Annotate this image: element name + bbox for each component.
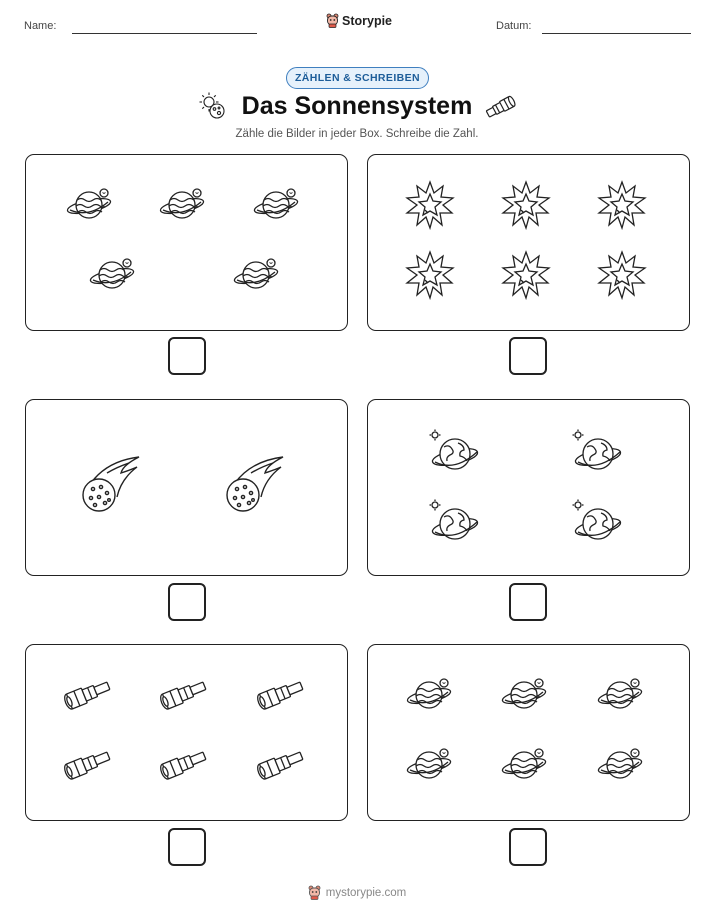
date-write-line[interactable] [542, 33, 691, 34]
ringed-planet-icon [65, 184, 115, 229]
category-badge: ZÄHLEN & SCHREIBEN [286, 67, 429, 89]
sun-star-icon [597, 180, 647, 235]
telescope-icon [483, 95, 517, 119]
comet-icon [77, 453, 143, 518]
counting-box-1 [25, 154, 348, 331]
sun-star-icon [597, 250, 647, 305]
comet-icon [221, 453, 287, 518]
date-label: Datum: [496, 20, 532, 32]
answer-box-6[interactable] [509, 828, 547, 866]
answer-box-3[interactable] [168, 583, 206, 621]
name-label: Name: [24, 20, 57, 32]
telescope-icon [61, 746, 115, 787]
ringed-planet-icon [500, 744, 550, 789]
footer [0, 885, 714, 900]
ringed-planet-icon [405, 744, 455, 789]
ringed-planet-icon [596, 674, 646, 719]
answer-box-5[interactable] [168, 828, 206, 866]
ringed-planet-icon [405, 674, 455, 719]
sun-star-icon [501, 180, 551, 235]
telescope-icon [254, 746, 308, 787]
logo-text: Storypie [342, 13, 393, 28]
telescope-icon [157, 746, 211, 787]
storypie-mascot-icon [326, 13, 339, 28]
earth-icon [571, 499, 623, 548]
telescope-icon [157, 676, 211, 717]
ringed-planet-icon [232, 254, 282, 299]
earth-icon [428, 429, 480, 478]
telescope-icon [61, 676, 115, 717]
ringed-planet-icon [158, 184, 208, 229]
answer-box-1[interactable] [168, 337, 206, 375]
ringed-planet-icon [252, 184, 302, 229]
ringed-planet-icon [500, 674, 550, 719]
answer-box-4[interactable] [509, 583, 547, 621]
answer-box-2[interactable] [509, 337, 547, 375]
name-write-line[interactable] [72, 33, 257, 34]
earth-icon [571, 429, 623, 478]
counting-box-4 [367, 399, 690, 576]
ringed-planet-icon [88, 254, 138, 299]
counting-box-5 [25, 644, 348, 821]
telescope-icon [254, 676, 308, 717]
sun-star-icon [405, 180, 455, 235]
sun-star-icon [501, 250, 551, 305]
counting-box-3 [25, 399, 348, 576]
storypie-mascot-icon [308, 885, 321, 900]
ringed-planet-icon [596, 744, 646, 789]
page-title: Das Sonnensystem [241, 92, 473, 120]
instructions: Zähle die Bilder in jeder Box. Schreibe die Zahl. [235, 128, 479, 140]
storypie-logo [326, 13, 392, 28]
counting-box-6 [367, 644, 690, 821]
footer-url: mystorypie.com [325, 886, 407, 899]
sun-star-icon [405, 250, 455, 305]
earth-icon [428, 499, 480, 548]
